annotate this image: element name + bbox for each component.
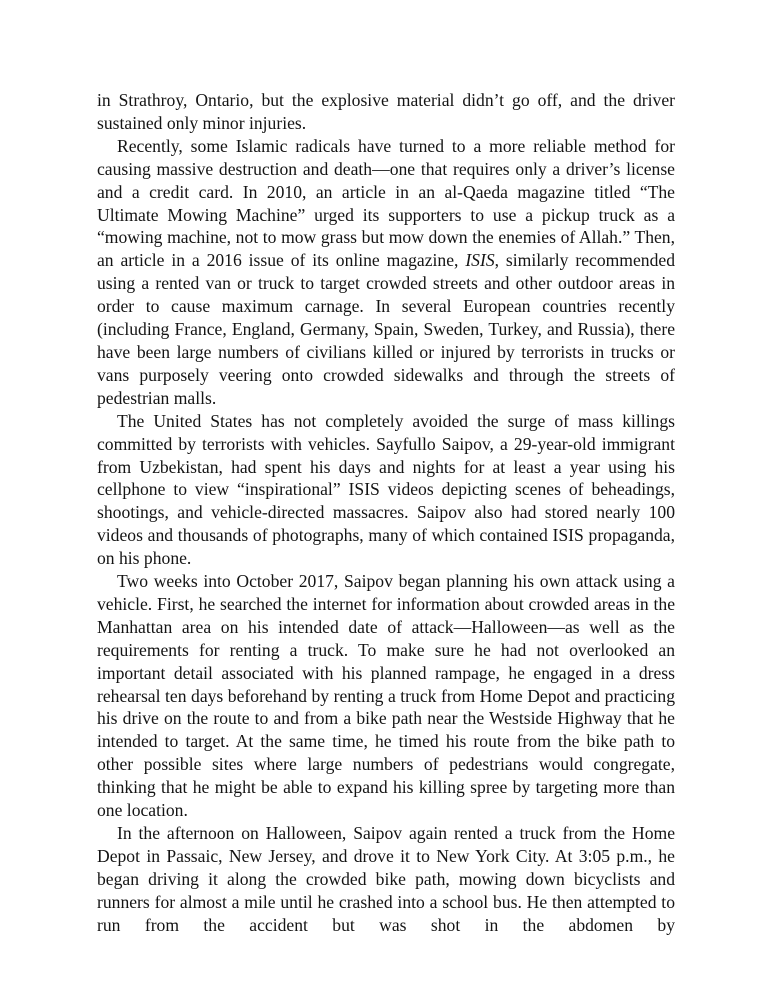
paragraph-4-text: Two weeks into October 2017, Saipov began planning his own attack using a vehicle. First, he searched the internet for information about crowded areas in the Manhattan area on his intended date of attack—Halloween—as well as the requirements for renting a truck. To make sure he had not overlooked an important detail associated with his planned rampage, he engaged in a dress rehearsal ten days beforehand by renting a truck from Home Depot and practicing his drive on the route to and from a bike path near the Westside Highway that he intended to target. At the same time, he timed his route from the bike path to other possible sites where large numbers of pedestrians would congregate, thinking that he might be able to expand his killing spree by targeting more than one location. <box>97 571 675 821</box>
paragraph-4 <box>97 570 675 822</box>
paragraph-2 <box>97 135 675 410</box>
paragraph-5-text: In the afternoon on Halloween, Saipov again rented a truck from the Home Depot in Passaic, New Jersey, and drove it to New York City. At 3:05 p.m., he began driving it along the crowded bike path, mowing down bicyclists and runners for almost a mile until he crashed into a school bus. He then attempted to run from the accident but was shot in the abdomen by <box>97 823 675 935</box>
paragraph-2-text-before: Recently, some Islamic radicals have turned to a more reliable method for causing massive destruction and death—one that requires only a driver’s license and a credit card. In 2010, an article in an al-Qaeda magazine titled “The Ultimate Mowing Machine” urged its supporters to use a pickup truck as a “mowing machine, not to mow grass but mow down the enemies of Allah.” Then, an article in a 2016 issue of its online magazine, <box>97 135 675 271</box>
paragraph-5 <box>97 822 675 937</box>
paragraph-1-text: in Strathroy, Ontario, but the explosive material didn’t go off, and the driver sustained only minor injuries. <box>97 90 675 133</box>
paragraph-2-text-after: , similarly recommended using a rented van or truck to target crowded streets and other outdoor areas in order to cause maximum carnage. In several European countries recently (including France, England, Germany, Spain, Sweden, Turkey, and Russia), there have been large numbers of civilians killed or injured by terrorists in trucks or vans purposely veering onto crowded sidewalks and through the streets of pedestrian malls. <box>97 250 675 408</box>
book-page-text <box>97 89 675 937</box>
paragraph-3-text: The United States has not completely avoided the surge of mass killings committed by terrorists with vehicles. Sayfullo Saipov, a 29-year-old immigrant from Uzbekistan, had spent his days and nights for at least a year using his cellphone to view “inspirational” ISIS videos depicting scenes of beheadings, shootings, and vehicle-directed massacres. Saipov also had stored nearly 100 videos and thousands of photographs, many of which contained ISIS propaganda, on his phone. <box>97 410 675 569</box>
paragraph-1 <box>97 89 675 135</box>
paragraph-3 <box>97 410 675 570</box>
magazine-title-italic: ISIS <box>465 250 495 271</box>
